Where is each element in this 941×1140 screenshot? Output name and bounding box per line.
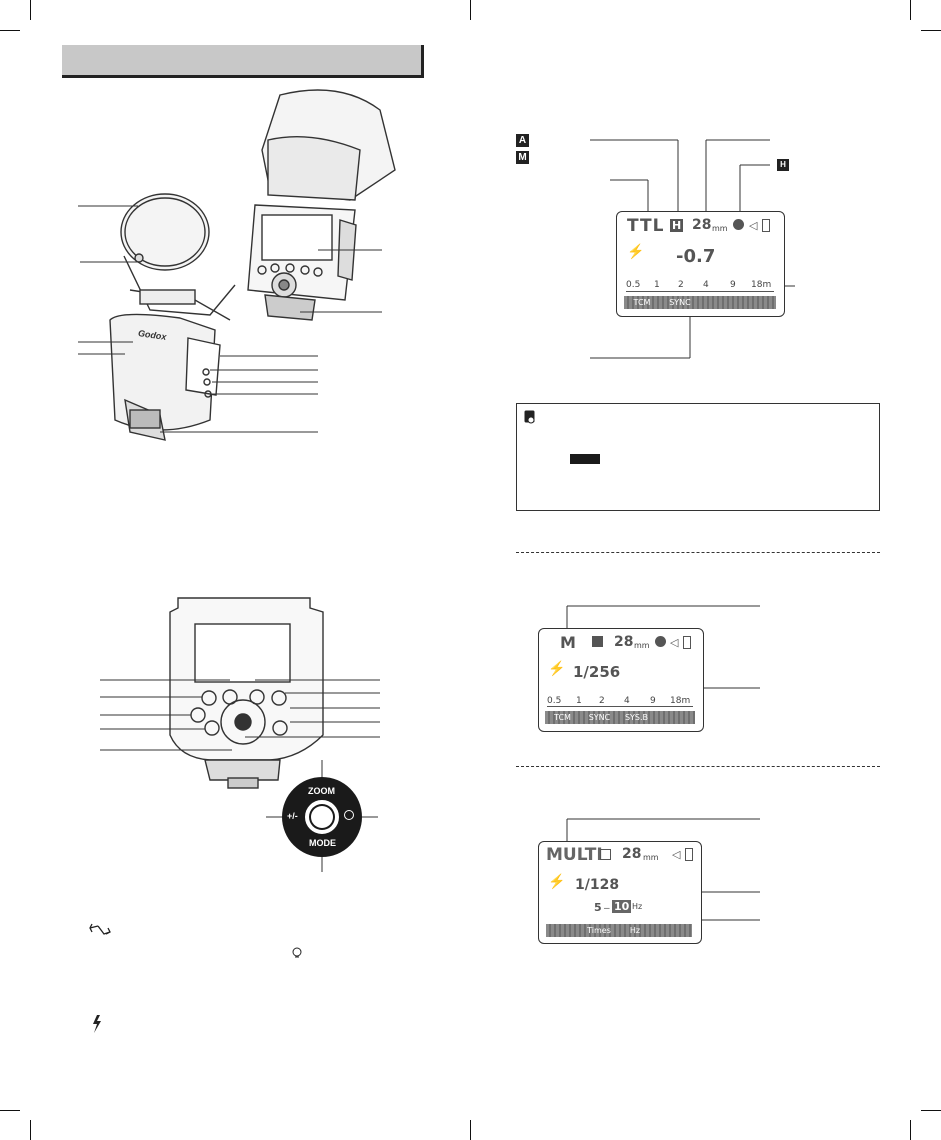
m-scale-tick: 0.5 <box>547 696 562 706</box>
dial-bulb-icon <box>344 810 354 820</box>
battery-icon <box>762 219 770 232</box>
hss-icon: H <box>777 159 789 171</box>
m-zoom-value: 28 <box>614 634 634 650</box>
flash-head-icon: ⚡ <box>627 243 645 259</box>
ttl-softkey-2: SYNC <box>669 298 691 307</box>
m-mode-text: M <box>560 633 576 652</box>
multi-times-separator: – <box>604 903 610 914</box>
ttl-zoom-unit: mm <box>712 224 728 233</box>
light-bulb-icon <box>293 948 301 957</box>
m-power-value: 1/256 <box>573 663 621 681</box>
multi-freq-value: 10 <box>614 900 630 913</box>
hss-icon-multi <box>600 849 611 860</box>
gear-icon <box>733 219 744 230</box>
section-divider <box>516 766 880 767</box>
section-divider <box>516 552 880 553</box>
multi-zoom-unit: mm <box>643 853 659 862</box>
m-softkey-4 <box>656 711 691 724</box>
ttl-scale-tick: 9 <box>730 280 736 290</box>
m-scale-tick: 4 <box>624 696 630 706</box>
speaker-icon: ◁ <box>749 220 758 232</box>
gear-icon <box>655 636 666 647</box>
multi-freq-unit: Hz <box>632 902 643 911</box>
ttl-scale-tick: 4 <box>703 280 709 290</box>
flash-illustration-rear <box>248 90 395 320</box>
m-softkey-1: TCM <box>554 713 571 722</box>
ttl-softkey-3 <box>700 296 736 309</box>
ttl-scale-tick: 2 <box>678 280 684 290</box>
multi-softkey-1 <box>546 924 580 937</box>
multi-softkey-2: Times <box>587 926 611 935</box>
ttl-mode-text: TTL <box>627 216 665 236</box>
m-scale-tick: 9 <box>650 696 656 706</box>
ttl-scale-tick: 1 <box>654 280 660 290</box>
manual-mode-icon: M <box>516 151 529 164</box>
multi-softkey-4 <box>654 924 688 937</box>
speaker-icon: ◁ <box>670 637 679 649</box>
ttl-distance-scale-line <box>626 291 774 292</box>
battery-icon <box>683 636 691 649</box>
speaker-icon: ◁ <box>672 849 681 861</box>
multi-zoom-value: 28 <box>622 846 642 862</box>
ttl-fec-value: -0.7 <box>676 246 716 267</box>
dial-closeup <box>266 760 378 872</box>
hss-icon-m <box>592 636 603 647</box>
m-distance-scale-line <box>547 706 693 707</box>
m-zoom-unit: mm <box>634 641 650 650</box>
flash-head-icon: ⚡ <box>548 873 566 889</box>
ttl-zoom-value: 28 <box>692 217 712 233</box>
multi-softkey-3: Hz <box>629 926 641 935</box>
brand-logo: Godox <box>137 328 168 342</box>
battery-icon <box>685 848 693 861</box>
multi-mode-text: MULTI <box>546 845 603 865</box>
flash-bolt-icon <box>93 1015 101 1033</box>
m-softkey-3: SYS.B <box>624 713 649 722</box>
dial-plus-minus-label: +/- <box>287 811 298 821</box>
m-softkey-2: SYNC <box>588 713 611 722</box>
flash-illustration-front <box>110 194 235 440</box>
flash-head-icon: ⚡ <box>548 660 566 676</box>
m-scale-tick: 18m <box>670 696 691 706</box>
ttl-scale-tick: 18m <box>751 280 772 290</box>
dial-zoom-label: ZOOM <box>308 786 335 796</box>
hss-marker: H <box>672 219 682 232</box>
dial-mode-label: MODE <box>309 838 336 848</box>
auto-mode-icon: A <box>516 134 529 147</box>
ttl-scale-tick: 0.5 <box>626 280 641 290</box>
multi-times-value: 5 <box>594 901 602 914</box>
ttl-softkey-1: TCM <box>633 298 651 307</box>
multi-power-value: 1/128 <box>575 877 620 893</box>
ttl-softkey-4 <box>738 296 774 309</box>
wireless-icon <box>90 924 110 934</box>
m-scale-tick: 1 <box>576 696 582 706</box>
m-scale-tick: 2 <box>599 696 605 706</box>
note-box <box>516 403 880 511</box>
